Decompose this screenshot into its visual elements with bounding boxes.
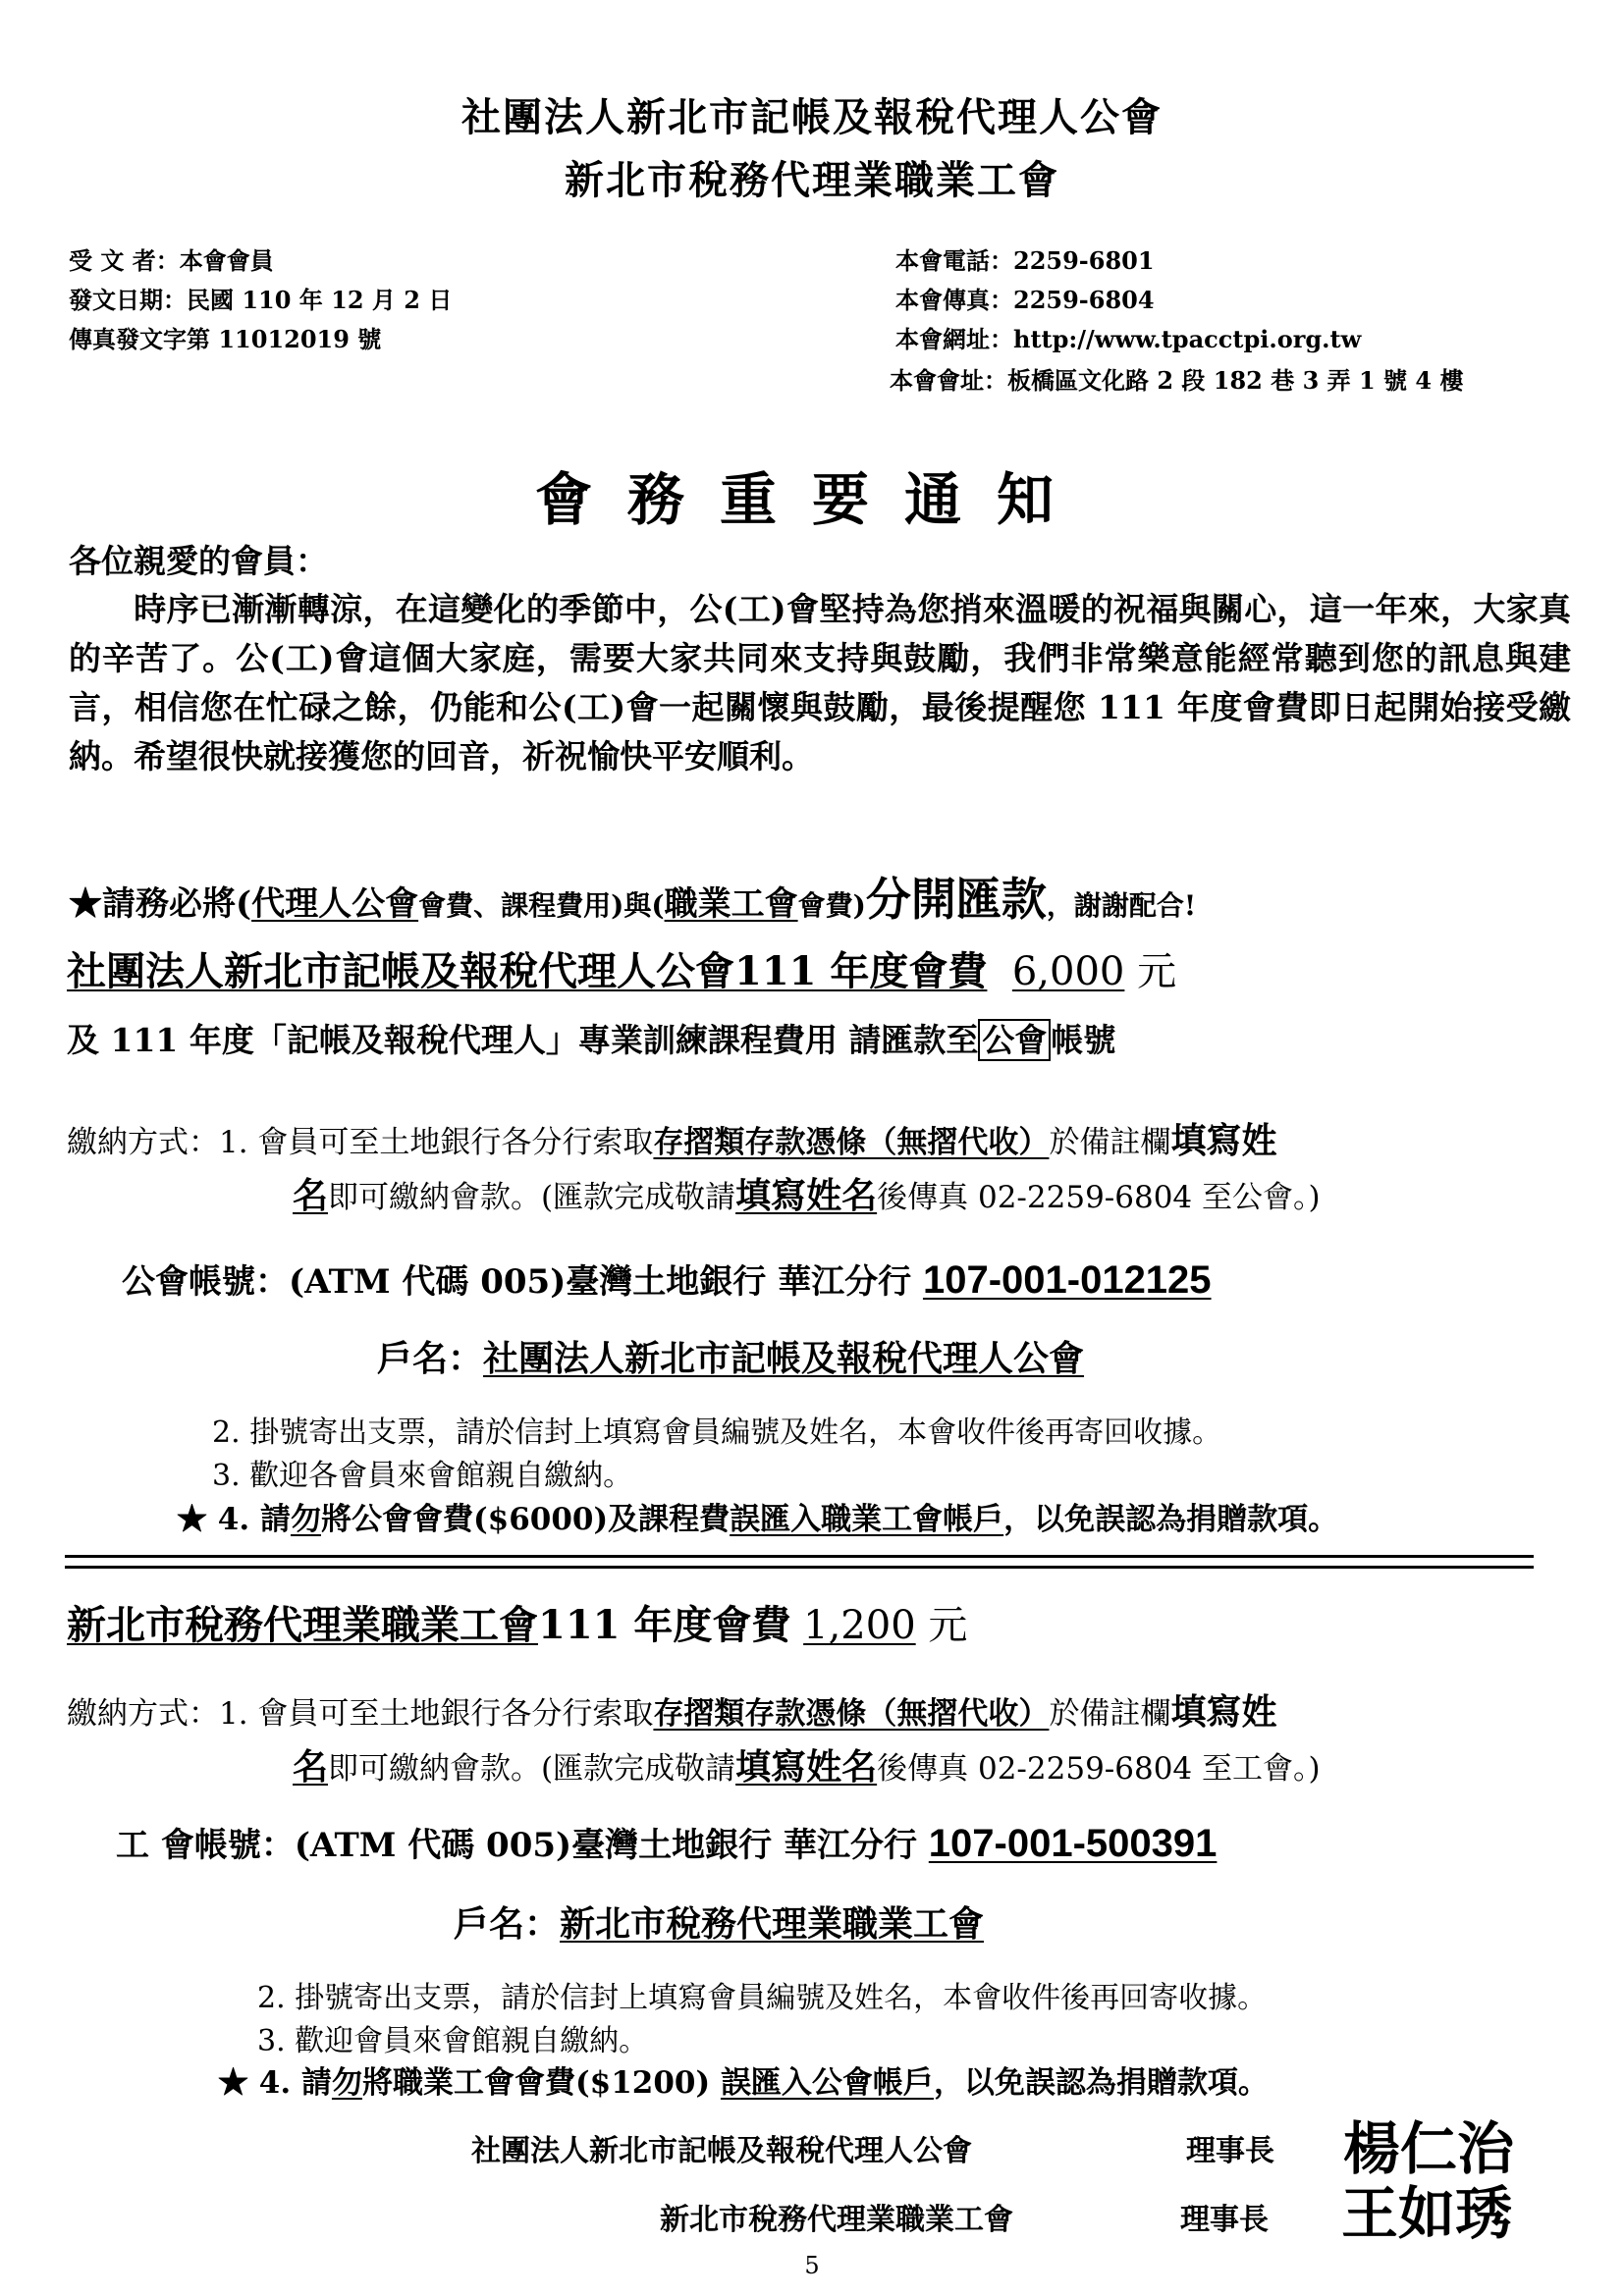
- meta-recipient: 受 文 者：本會會員: [69, 246, 274, 275]
- union-item4-u1: 勿: [331, 2065, 362, 2101]
- union-pay-line2: [293, 1739, 1321, 1789]
- assoc-course-pre: 及 111 年度「記帳及報稅代理人」專業訓練課程費用 請匯款至: [67, 1021, 979, 1059]
- assoc-holder-label: 戶名：: [377, 1338, 484, 1379]
- assoc-item4-pre: ★ 4. 請: [177, 1502, 291, 1537]
- union-item-4: [218, 2057, 1269, 2102]
- union-holder-label: 戶名：: [454, 1903, 561, 1945]
- assoc-course-box: 公會: [978, 1019, 1051, 1061]
- assoc-name: 社團法人新北市記帳及報稅代理人公會: [67, 948, 734, 994]
- assoc-item4-mid: 將公會會費($6000)及課程費: [320, 1502, 731, 1537]
- union-account-label: 工 會帳號：(ATM 代碼 005)臺灣土地銀行 華江分行: [116, 1826, 929, 1865]
- assoc-pay-line2-mid: 即可繳納會款。(匯款完成敬請: [328, 1180, 736, 1215]
- assoc-account-label: 公會帳號：(ATM 代碼 005)臺灣土地銀行 華江分行: [122, 1262, 923, 1302]
- reminder-mid2: 會費): [797, 889, 866, 922]
- union-pay-line2-mid: 即可繳納會款。(匯款完成敬請: [328, 1751, 736, 1787]
- assoc-pay-fill2: 名: [293, 1175, 329, 1216]
- assoc-holder-line: [377, 1331, 1084, 1381]
- sig-assoc-org: 社團法人新北市記帳及報稅代理人公會: [471, 2134, 972, 2168]
- union-item-2: 2. 掛號寄出支票，請於信封上填寫會員編號及姓名，本會收件後再回寄收據。: [257, 1981, 1268, 2015]
- assoc-account-number: 107-001-012125: [922, 1258, 1212, 1302]
- union-pay-mid: 於備註欄: [1049, 1696, 1171, 1732]
- meta-date: 發文日期：民國 110 年 12 月 2 日: [69, 286, 453, 314]
- reminder-emph: 分開匯款: [865, 873, 1047, 926]
- union-name: 新北市稅務代理業職業工會: [67, 1602, 538, 1648]
- assoc-pay-prefix: 繳納方式：1. 會員可至土地銀行各分行索取: [67, 1125, 654, 1160]
- union-fee-amount: 1,200: [803, 1603, 916, 1648]
- intro-paragraph-text: 時序已漸漸轉涼，在這變化的季節中，公(工)會堅持為您捎來溫暖的祝福與關心，這一年來，大家真的辛苦了。公(工)會這個大家庭，需要大家共同來支持與鼓勵，我們非常樂意能經常聽到您的訊息與建言，相信您在忙碌之餘，仍能和公(工)會一起關懷與鼓勵，最後提醒您 111 年度會費即日起開始接受繳納。希望很快就接獲您的回音，祈祝愉快平安順利。: [69, 590, 1571, 775]
- assoc-course-post: 帳號: [1051, 1021, 1116, 1059]
- reminder-star: ★請務必將(: [69, 884, 252, 924]
- assoc-pay-line2: [293, 1168, 1321, 1218]
- assoc-pay-line2-end: 後傳真 02-2259-6804 至公會。): [877, 1180, 1321, 1215]
- remit-separately-reminder: [69, 864, 1196, 929]
- union-fee-heading: [67, 1594, 967, 1650]
- union-item4-mid: 將職業工會會費($1200): [361, 2065, 721, 2101]
- union-pay-line1: [67, 1684, 1276, 1735]
- assoc-course-line: [67, 1015, 1115, 1061]
- meta-phone: 本會電話：2259-6801: [895, 246, 1155, 275]
- assoc-holder-name: 社團法人新北市記帳及報稅代理人公會: [483, 1338, 1085, 1379]
- sig-union-org: 新北市稅務代理業職業工會: [660, 2203, 1013, 2237]
- sig-assoc-title: 理事長: [1186, 2134, 1274, 2168]
- assoc-item4-end: ，以免誤認為捐贈款項。: [1003, 1502, 1339, 1537]
- union-fee-text: 111 年度會費: [538, 1602, 791, 1648]
- assoc-pay-form: 存摺類存款憑條（無摺代收）: [653, 1125, 1050, 1160]
- union-pay-fill2: 名: [293, 1746, 329, 1788]
- union-item4-end: ，以免誤認為捐贈款項。: [933, 2065, 1269, 2101]
- union-item4-pre: ★ 4. 請: [218, 2065, 332, 2101]
- page-number: 5: [804, 2252, 820, 2279]
- meta-doc-no: 傳真發文字第 11012019 號: [69, 325, 382, 353]
- reminder-union: 職業工會: [664, 884, 798, 924]
- assoc-pay-line1: [67, 1113, 1276, 1163]
- union-account-number: 107-001-500391: [928, 1822, 1218, 1865]
- assoc-account-line: [122, 1255, 1212, 1303]
- assoc-item4-u1: 勿: [290, 1502, 321, 1537]
- union-item4-u2: 誤匯入公會帳戶: [720, 2065, 934, 2101]
- union-account-line: [116, 1818, 1217, 1866]
- meta-website[interactable]: 本會網址：http://www.tpacctpi.org.tw: [895, 325, 1362, 353]
- assoc-item-4: [177, 1494, 1338, 1538]
- union-pay-line2-end: 後傳真 02-2259-6804 至工會。): [877, 1751, 1321, 1787]
- union-pay-prefix: 繳納方式：1. 會員可至土地銀行各分行索取: [67, 1696, 654, 1732]
- section-divider: [65, 1555, 1534, 1569]
- sig-union-title: 理事長: [1180, 2203, 1269, 2237]
- reminder-mid1: 會費、課程費用)與(: [418, 889, 665, 922]
- union-fee-unit: 元: [928, 1603, 968, 1648]
- reminder-tail: ，謝謝配合!: [1046, 889, 1197, 922]
- assoc-item-3: 3. 歡迎各會員來會館親自繳納。: [212, 1459, 633, 1493]
- org-title-union: 新北市稅務代理業職業工會: [565, 157, 1059, 203]
- union-holder-line: [454, 1896, 984, 1947]
- sig-assoc-name: 楊仁治: [1343, 2115, 1515, 2182]
- meta-address: 本會會址：板橋區文化路 2 段 182 巷 3 弄 1 號 4 樓: [890, 366, 1464, 395]
- assoc-fee-heading: [67, 940, 1176, 996]
- intro-paragraph: [69, 585, 1571, 781]
- sig-union-name: 王如琇: [1341, 2180, 1513, 2247]
- assoc-fee-amount: 6,000: [1011, 949, 1125, 994]
- greeting: 各位親愛的會員：: [69, 542, 328, 580]
- org-title-association: 社團法人新北市記帳及報稅代理人公會: [461, 94, 1163, 140]
- assoc-fee-unit: 元: [1137, 949, 1177, 994]
- union-pay-fill1: 填寫姓: [1170, 1691, 1277, 1733]
- meta-fax: 本會傳真：2259-6804: [895, 286, 1155, 314]
- union-pay-form: 存摺類存款憑條（無摺代收）: [653, 1696, 1050, 1732]
- union-item-3: 3. 歡迎會員來會館親自繳納。: [257, 2024, 649, 2058]
- assoc-pay-fill1: 填寫姓: [1170, 1120, 1277, 1161]
- union-holder-name: 新北市稅務代理業職業工會: [560, 1903, 985, 1945]
- reminder-assoc: 代理人公會: [251, 884, 419, 924]
- assoc-fee-text: 111 年度會費: [734, 948, 988, 994]
- assoc-item4-u2: 誤匯入職業工會帳戶: [730, 1502, 1004, 1537]
- union-pay-fill-name: 填寫姓名: [735, 1746, 878, 1788]
- notice-title: 會務重要通知: [534, 466, 1089, 533]
- assoc-item-2: 2. 掛號寄出支票，請於信封上填寫會員編號及姓名，本會收件後再寄回收據。: [212, 1415, 1222, 1450]
- assoc-pay-fill-name: 填寫姓名: [735, 1175, 878, 1216]
- assoc-pay-mid: 於備註欄: [1049, 1125, 1171, 1160]
